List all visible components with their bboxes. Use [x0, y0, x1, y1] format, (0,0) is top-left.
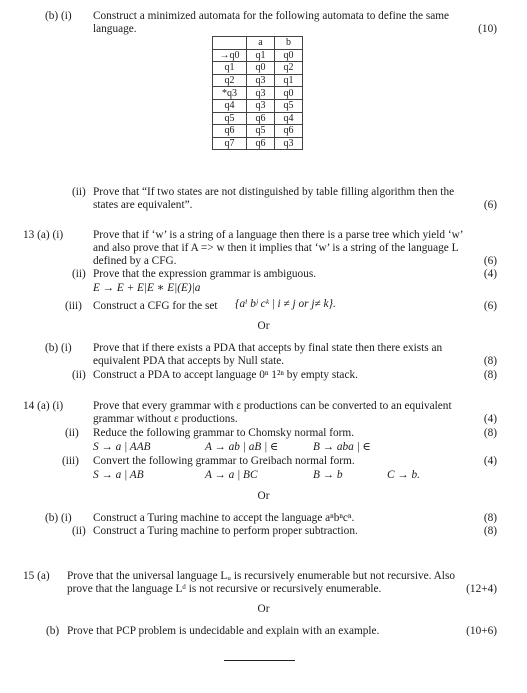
q15-b-marks: (10+6) — [466, 625, 497, 637]
table-cell: q0 — [247, 62, 275, 75]
q13-b1-marks: (8) — [483, 355, 497, 367]
q13-a2-label: (ii) — [72, 268, 86, 280]
table-header-cell: b — [275, 37, 303, 50]
q15-label: 15 (a) — [23, 570, 50, 582]
table-cell: q6 — [213, 125, 247, 138]
q13-a3-label: (iii) — [65, 300, 82, 312]
q14-b1-text: Construct a Turing machine to accept the language aⁿbⁿcⁿ. — [93, 512, 355, 524]
q14-a2-label: (ii) — [65, 427, 79, 439]
q15-b-text: Prove that PCP problem is undecidable and explain with an example. — [67, 625, 380, 637]
q14-a2-text: Reduce the following grammar to Chomsky normal form. — [93, 427, 355, 439]
q14-a3-text: Convert the following grammar to Greibach normal form. — [93, 455, 355, 467]
table-cell: q7 — [213, 137, 247, 150]
table-row — [213, 112, 303, 125]
q14-b2-label: (ii) — [72, 525, 86, 537]
q14-a3-grammar-a: A → a | BC — [205, 469, 258, 481]
table-cell: q1 — [247, 49, 275, 62]
q13-b2-text: Construct a PDA to accept language 0ⁿ 1²ⁿ by empty stack. — [93, 369, 358, 381]
q13-or: Or — [257, 320, 270, 332]
q14-a3-marks: (4) — [483, 455, 497, 467]
table-cell: →q0 — [213, 49, 247, 62]
table-row — [213, 125, 303, 138]
table-cell: q0 — [275, 87, 303, 100]
q12-b1-label: (b) (i) — [45, 10, 72, 22]
table-cell: q6 — [275, 125, 303, 138]
q14-a2-grammar-a: A → ab | aB | ∈ — [205, 441, 279, 453]
q14-a3-label: (iii) — [62, 455, 79, 467]
q14-b2-marks: (8) — [483, 525, 497, 537]
q14-label: 14 (a) (i) — [23, 400, 64, 412]
q13-b1-line2: equivalent PDA that accepts by Null state. — [93, 355, 285, 367]
q12-b2-line1: Prove that “If two states are not distinguished by table filling algorithm then the — [93, 186, 455, 198]
table-cell: q6 — [247, 112, 275, 125]
q13-b1-label: (b) (i) — [45, 342, 72, 354]
q14-a1-line1: Prove that every grammar with ε productions can be converted to an equivalent — [93, 400, 452, 412]
q13-a3-set: {aⁱ bʲ cᵏ | i ≠ j or j≠ k}. — [235, 298, 336, 310]
table-row — [213, 87, 303, 100]
q14-a3-grammar-b: B → b — [313, 469, 343, 481]
q13-label: 13 (a) (i) — [23, 229, 64, 241]
table-cell: *q3 — [213, 87, 247, 100]
table-cell: q1 — [275, 74, 303, 87]
table-cell: q3 — [247, 74, 275, 87]
q14-a1-line2: grammar without ε productions. — [93, 413, 238, 425]
q13-a3-marks: (6) — [483, 300, 497, 312]
q14-b1-marks: (8) — [483, 512, 497, 524]
table-cell: q6 — [247, 137, 275, 150]
q13-expression-grammar: E → E + E|E ∗ E|(E)|a — [93, 282, 201, 294]
table-row — [213, 99, 303, 112]
q14-b2-text: Construct a Turing machine to perform proper subtraction. — [93, 525, 358, 537]
q14-a3-grammar-s: S → a | AB — [93, 469, 144, 481]
q13-a3-text: Construct a CFG for the set — [93, 300, 218, 312]
table-row — [213, 62, 303, 75]
table-cell: q0 — [275, 49, 303, 62]
q12-b2-marks: (6) — [483, 199, 497, 211]
q14-or: Or — [257, 490, 270, 502]
end-rule — [224, 660, 295, 661]
q15-or: Or — [257, 603, 270, 615]
table-cell: q2 — [213, 74, 247, 87]
q12-b1-line1: Construct a minimized automata for the following automata to define the same — [93, 10, 450, 22]
q15-b-label: (b) — [46, 625, 60, 637]
q13-a2-text: Prove that the expression grammar is ambiguous. — [93, 268, 317, 280]
table-cell: q3 — [247, 99, 275, 112]
table-cell: q5 — [213, 112, 247, 125]
table-cell: q1 — [213, 62, 247, 75]
table-cell: q3 — [275, 137, 303, 150]
table-header-cell: a — [247, 37, 275, 50]
table-row — [213, 74, 303, 87]
table-cell: q4 — [275, 112, 303, 125]
q13-b2-marks: (8) — [483, 369, 497, 381]
table-cell: q3 — [247, 87, 275, 100]
q13-a1-marks: (6) — [483, 255, 497, 267]
q12-b2-line2: states are equivalent”. — [93, 199, 193, 211]
q14-b1-label: (b) (i) — [45, 512, 72, 524]
table-cell: q5 — [275, 99, 303, 112]
q13-a1-line3: defined by a CFG. — [93, 255, 177, 267]
q13-b2-label: (ii) — [72, 369, 86, 381]
q14-a1-marks: (4) — [483, 413, 497, 425]
table-row — [213, 137, 303, 150]
q13-a2-marks: (4) — [483, 268, 497, 280]
q13-b1-line1: Prove that if there exists a PDA that accepts by final state then there exists an — [93, 342, 443, 354]
table-row — [213, 49, 303, 62]
table-header-cell — [213, 37, 247, 50]
q12-b2-label: (ii) — [72, 186, 86, 198]
transition-table — [212, 36, 303, 150]
q12-b1-marks: (10) — [478, 23, 497, 35]
table-cell: q2 — [275, 62, 303, 75]
q13-a1-line1: Prove that if ‘w’ is a string of a language then there is a parse tree which yield ‘w’ — [93, 229, 464, 241]
q14-a2-marks: (8) — [483, 427, 497, 439]
q15-a-marks: (12+4) — [466, 583, 497, 595]
q12-b1-line2: language. — [93, 23, 137, 35]
q15-a-line2: prove that the language Lᵈ is not recursive or recursively enumerable. — [67, 583, 382, 595]
q13-a1-line2: and also prove that if A => w then it implies that ‘w’ is a string of the language L — [93, 242, 459, 254]
q14-a2-grammar-s: S → a | AAB — [93, 441, 151, 453]
table-header-row — [213, 37, 303, 50]
q14-a3-grammar-c: C → b. — [387, 469, 420, 481]
table-cell: q4 — [213, 99, 247, 112]
q15-a-line1: Prove that the universal language Lᵤ is recursively enumerable but not recursive. Also — [67, 570, 455, 582]
q14-a2-grammar-b: B → aba | ∈ — [313, 441, 371, 453]
table-cell: q5 — [247, 125, 275, 138]
